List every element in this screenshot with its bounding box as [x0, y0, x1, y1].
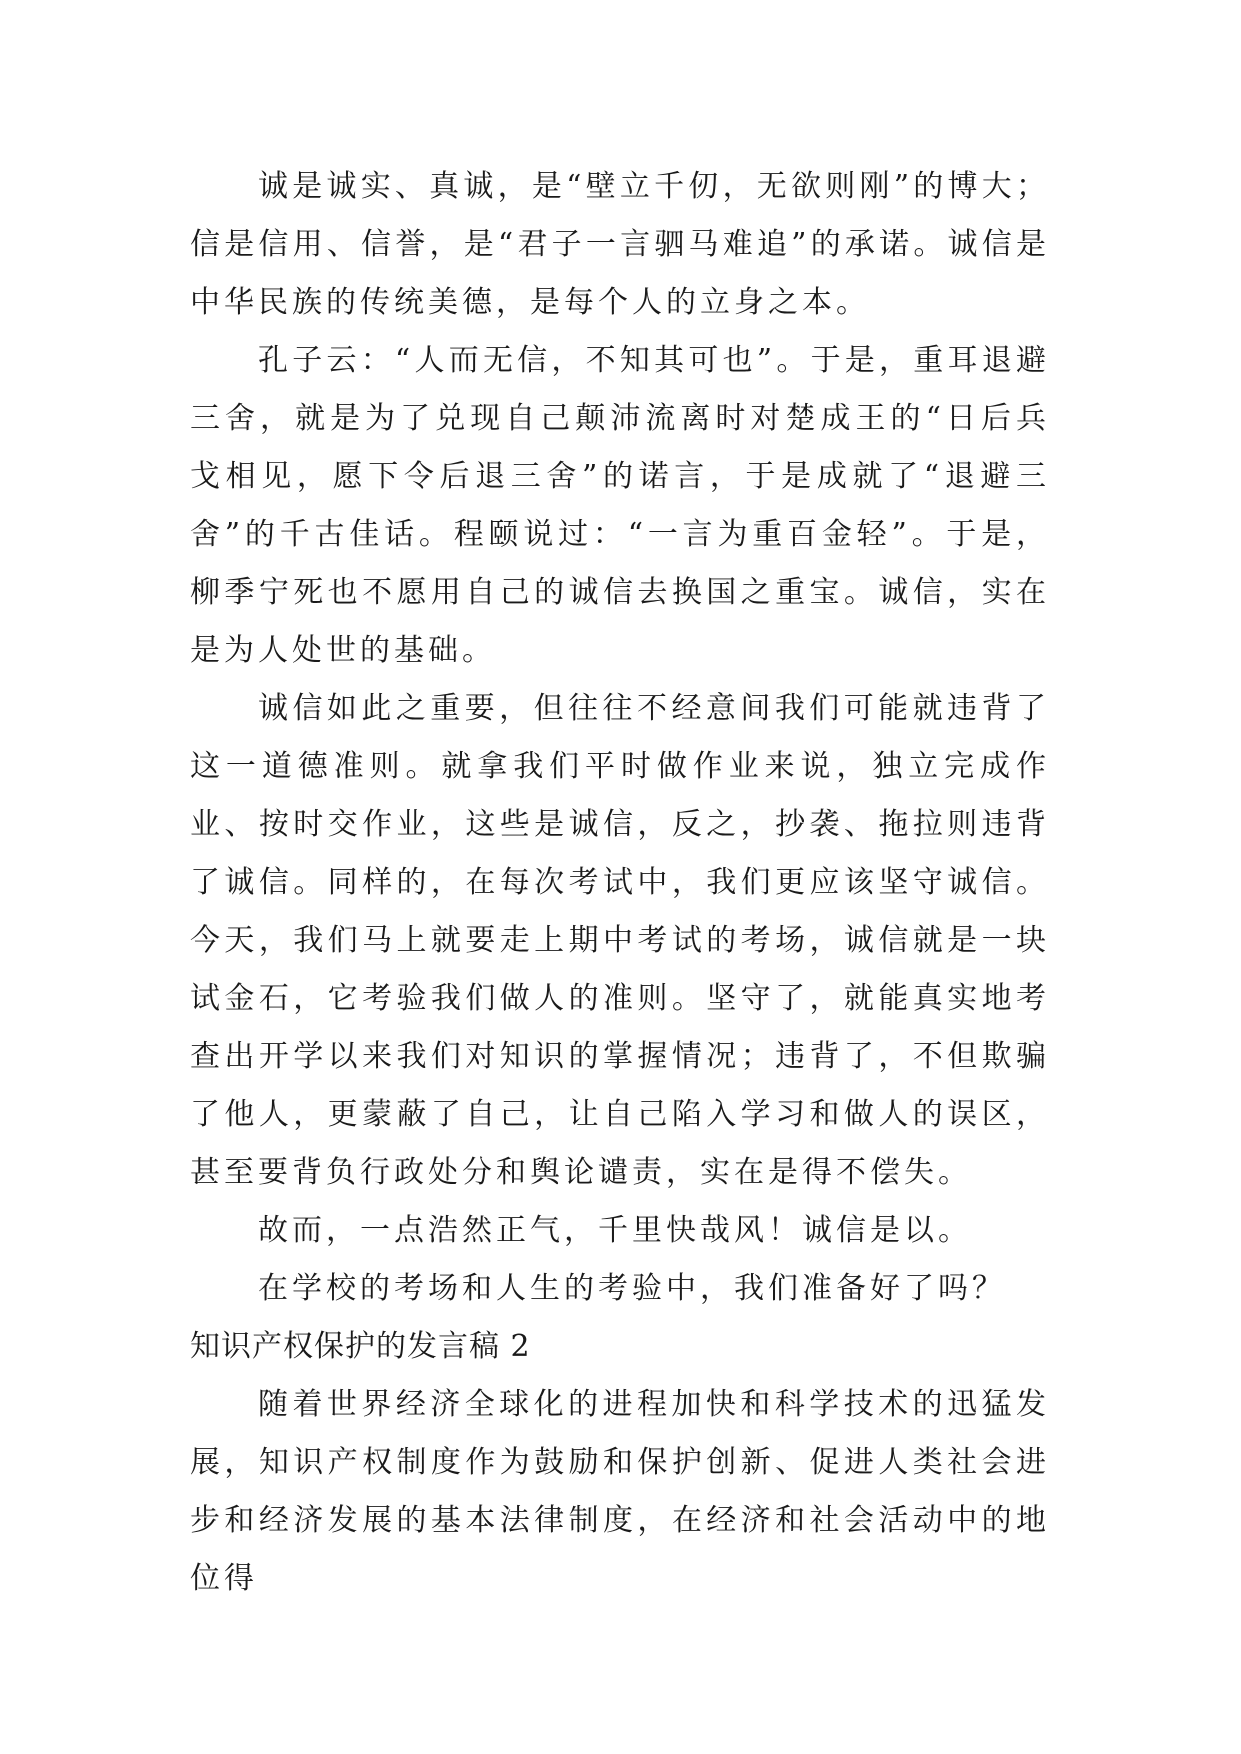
- paragraph-righteousness: 故而，一点浩然正气，千里快哉风！诚信是以。: [258, 1213, 972, 1248]
- paragraph-closing-question: 在学校的考场和人生的考验中，我们准备好了吗？: [258, 1271, 1006, 1306]
- paragraph-ip-intro: 随着世界经济全球化的进程加快和科学技术的迅猛发展，知识产权制度作为鼓励和保护创新、促进人类社会进步和经济发展的基本法律制度，在经济和社会活动中的地位得: [190, 1387, 1050, 1596]
- paragraph-confucius-quote: 孔子云：“人而无信，不知其可也”。于是，重耳退避三舍，就是为了兑现自己颠沛流离时对楚成王的“日后兵戈相见，愿下令后退三舍”的诺言，于是成就了“退避三舍”的千古佳话。程颐说过：“一言为重百金轻”。于是，柳季宁死也不愿用自己的诚信去换国之重宝。诚信，实在是为人处世的基础。: [190, 343, 1050, 668]
- paragraph-honesty-definition: 诚是诚实、真诚，是“壁立千仞，无欲则刚”的博大；信是信用、信誉，是“君子一言驷马难追”的承诺。诚信是中华民族的传统美德，是每个人的立身之本。: [190, 169, 1050, 320]
- section-heading: 知识产权保护的发言稿 2: [190, 1329, 531, 1364]
- document-body: [190, 158, 1050, 1608]
- paragraph-honesty-in-exams: 诚信如此之重要，但往往不经意间我们可能就违背了这一道德准则。就拿我们平时做作业来说，独立完成作业、按时交作业，这些是诚信，反之，抄袭、拖拉则违背了诚信。同样的，在每次考试中，我们更应该坚守诚信。今天，我们马上就要走上期中考试的考场，诚信就是一块试金石，它考验我们做人的准则。坚守了，就能真实地考查出开学以来我们对知识的掌握情况；违背了，不但欺骗了他人，更蒙蔽了自己，让自己陷入学习和做人的误区，甚至要背负行政处分和舆论谴责，实在是得不偿失。: [190, 691, 1050, 1190]
